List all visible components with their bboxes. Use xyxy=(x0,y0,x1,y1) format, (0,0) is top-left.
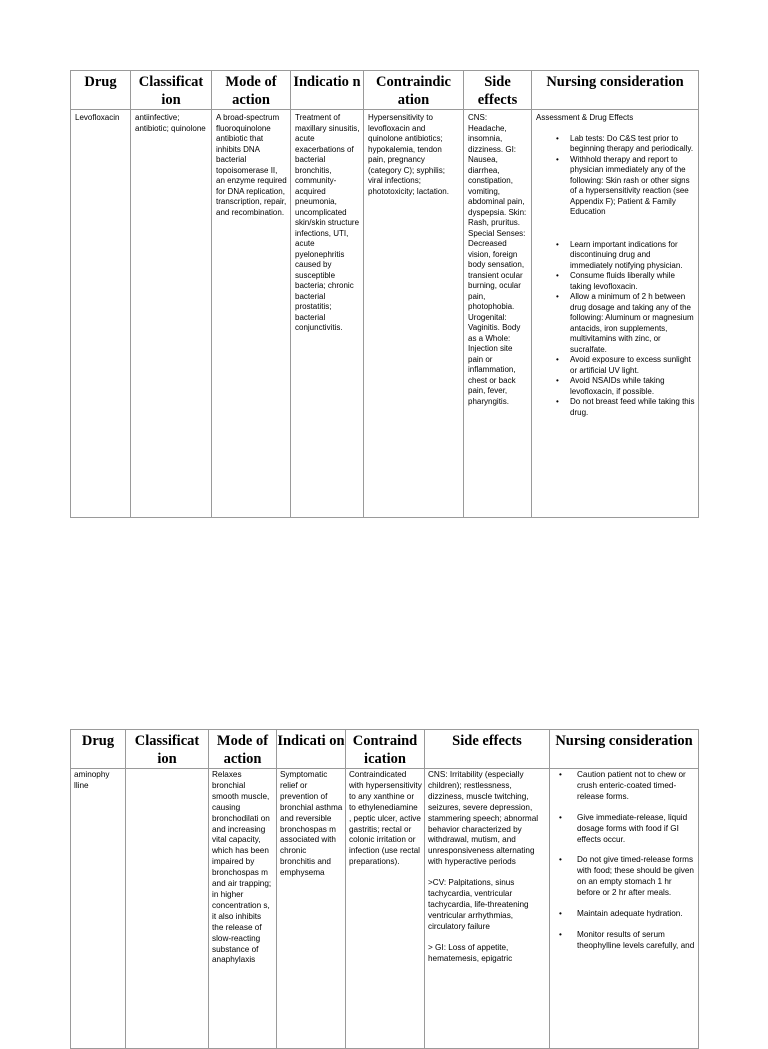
drug-table-levofloxacin xyxy=(70,70,699,518)
side-effects-cv: >CV: Palpitations, sinus tachycardia, ventricular tachycardia, life-threatening ventricular arrhythmias, circulatory failure xyxy=(428,878,529,931)
spacer xyxy=(553,845,696,855)
table-row xyxy=(71,110,699,518)
list-item: • Maintain adequate hydration. xyxy=(553,909,696,920)
spacer xyxy=(553,920,696,930)
nursing-list-education xyxy=(536,240,695,419)
list-item: • Avoid NSAIDs while taking levofloxacin, if possible. xyxy=(536,376,695,397)
side-effects-cns: CNS: Irritability (especially children); restlessness, dizziness, muscle twitching, seizures, severe depression, stammering speech; abnormal behavior characterized by withdrawal, mutism, and unresponsiveness alternating with hyperactive periods xyxy=(428,770,539,867)
table-header-row xyxy=(71,730,699,769)
header-indication: Indicatio n xyxy=(291,71,364,110)
header-mode-of-action: Mode of action xyxy=(212,71,291,110)
cell-drug: aminophy lline xyxy=(71,769,126,1049)
header-side-effects: Side effects xyxy=(425,730,550,769)
list-item: • Monitor results of serum theophylline levels carefully, and xyxy=(553,930,696,952)
header-contraindication: Contraindic ation xyxy=(364,71,464,110)
spacer xyxy=(428,868,547,878)
header-nursing-consideration: Nursing consideration xyxy=(550,730,699,769)
list-item: • Caution patient not to chew or crush enteric-coated timed-release forms. xyxy=(553,770,696,803)
header-classification: Classificat ion xyxy=(126,730,209,769)
cell-nursing-consideration xyxy=(550,769,699,1049)
header-indication: Indicati on xyxy=(277,730,346,769)
nursing-list xyxy=(553,770,696,952)
list-item: • Avoid exposure to excess sunlight or artificial UV light. xyxy=(536,355,695,376)
cell-side-effects: CNS: Headache, insomnia, dizziness. GI: Nausea, diarrhea, constipation, vomiting, abdominal pain, dyspepsia. Skin: Rash, pruritus. Special Senses: Decreased vision, foreign body sensation, transient ocular burning, ocular pain, photophobia. Urogenital: Vaginitis. Body as a Whole: Injection site pain or inflammation, chest or back pain, fever, pharyngitis. xyxy=(464,110,532,518)
spacer xyxy=(553,899,696,909)
spacer xyxy=(553,803,696,813)
spacer xyxy=(428,933,547,943)
cell-mode-of-action: A broad-spectrum fluoroquinolone antibiotic that inhibits DNA bacterial topoisomerase II, an enzyme required for DNA replication, transcription, repair, and recombination. xyxy=(212,110,291,518)
list-item: • Lab tests: Do C&S test prior to beginning therapy and periodically. xyxy=(536,134,695,155)
nursing-heading: Assessment & Drug Effects xyxy=(536,113,634,122)
cell-mode-of-action: Relaxes bronchial smooth muscle, causing bronchodilati on and increasing vital capacity, which has been impaired by bronchospas m and air trapping; in higher concentration s, it also inhibits the release of slow-reacting substance of anaphylaxis xyxy=(209,769,277,1049)
nursing-list-assessment xyxy=(536,134,695,218)
cell-indication: Treatment of maxillary sinusitis, acute exacerbations of bacterial bronchitis, community-acquired pneumonia, uncomplicated skin/skin structure infections, UTI, acute pyelonephritis caused by susceptible bacteria; chronic bacterial prostatitis; bacterial conjunctivitis. xyxy=(291,110,364,518)
list-item: • Allow a minimum of 2 h between drug dosage and taking any of the following: Aluminum or magnesium antacids, iron supplements, multivitamins with zinc, or sucralfate. xyxy=(536,292,695,355)
list-item: • Learn important indications for discontinuing drug and immediately notifying physician. xyxy=(536,240,695,272)
cell-classification xyxy=(126,769,209,1049)
header-classification: Classificat ion xyxy=(131,71,212,110)
cell-drug: Levofloxacin xyxy=(71,110,131,518)
cell-nursing-consideration xyxy=(532,110,699,518)
table-header-row xyxy=(71,71,699,110)
header-drug: Drug xyxy=(71,730,126,769)
header-side-effects: Side effects xyxy=(464,71,532,110)
cell-classification: antiinfective; antibiotic; quinolone xyxy=(131,110,212,518)
list-item: • Do not give timed-release forms with food; these should be given on an empty stomach 1 hr before or 2 hr after meals. xyxy=(553,855,696,899)
cell-side-effects xyxy=(425,769,550,1049)
header-drug: Drug xyxy=(71,71,131,110)
spacer xyxy=(536,124,695,134)
header-mode-of-action: Mode of action xyxy=(209,730,277,769)
drug-table-aminophylline xyxy=(70,729,699,1049)
list-item: • Withhold therapy and report to physician immediately any of the following: Skin rash or other signs of a hypersensitivity reaction (see Appendix F); Patient & Family Education xyxy=(536,155,695,218)
cell-indication: Symptomatic relief or prevention of bronchial asthma and reversible bronchospas m associated with chronic bronchitis and emphysema xyxy=(277,769,346,1049)
header-contraindication: Contraind ication xyxy=(346,730,425,769)
spacer xyxy=(536,218,695,240)
table-row xyxy=(71,769,699,1049)
cell-contraindication: Hypersensitivity to levofloxacin and quinolone antibiotics; hypokalemia, tendon pain, pregnancy (category C); syphilis; viral infections; phototoxicity; lactation. xyxy=(364,110,464,518)
list-item: • Give immediate-release, liquid dosage forms with food if GI effects occur. xyxy=(553,813,696,846)
side-effects-gi: > GI: Loss of appetite, hematemesis, epigatric xyxy=(428,942,513,963)
list-item: • Do not breast feed while taking this drug. xyxy=(536,397,695,418)
list-item: • Consume fluids liberally while taking levofloxacin. xyxy=(536,271,695,292)
header-nursing-consideration: Nursing consideration xyxy=(532,71,699,110)
cell-contraindication: Contraindicated with hypersensitivity to any xanthine or to ethylenediamine , peptic ulcer, active gastritis; rectal or colonic irritation or infection (use rectal preparations). xyxy=(346,769,425,1049)
